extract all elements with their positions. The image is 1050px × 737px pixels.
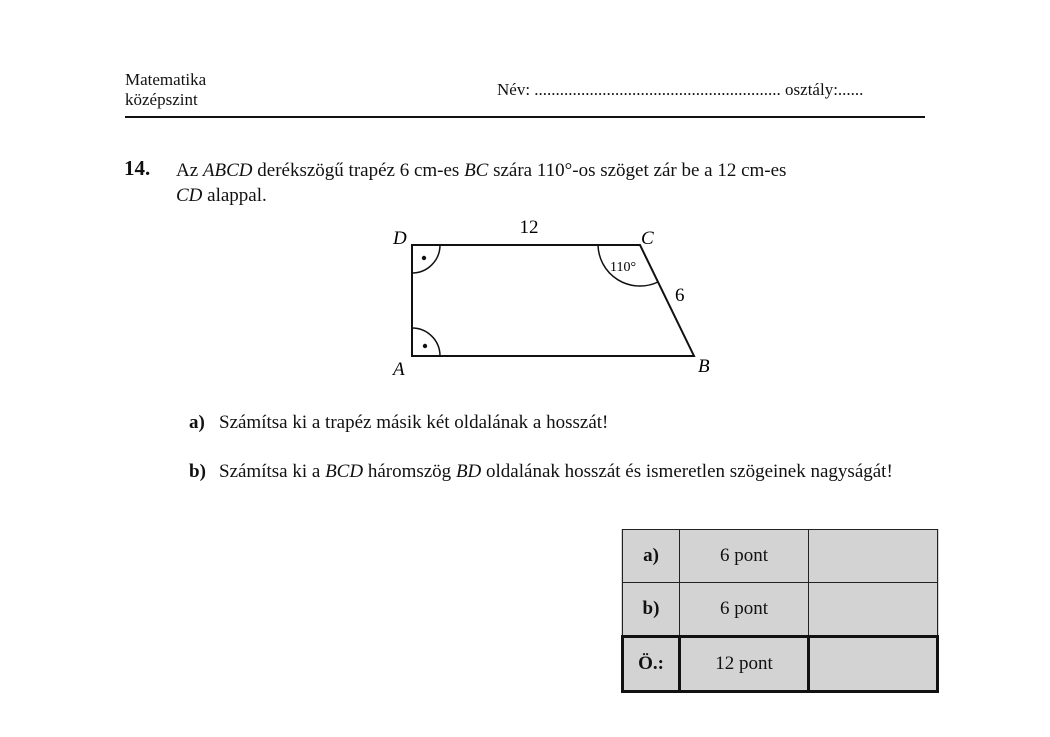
- part-text-segment: oldalának hosszát és ismeretlen szögeinek nagyságát!: [481, 461, 893, 482]
- trapezoid-outline: [412, 245, 694, 356]
- name-class-field: Név: .......................................................... osztály:......: [497, 80, 864, 99]
- part-text: [219, 459, 909, 484]
- right-angle-dot-d: [422, 256, 426, 260]
- question-text: [176, 158, 896, 208]
- score-row: [623, 530, 938, 583]
- page-header: [125, 70, 925, 118]
- trapezoid-figure: [380, 210, 730, 380]
- score-row-earned[interactable]: [809, 583, 938, 637]
- angle-label-c: 110°: [610, 260, 637, 275]
- question-text-part: alappal.: [202, 185, 267, 206]
- subject-label: [125, 70, 206, 110]
- score-row-points: 6 pont: [680, 583, 809, 637]
- question-text-part: szára 110°-os szöget zár be a 12 cm-es: [488, 160, 787, 181]
- score-table: [621, 529, 939, 693]
- part-text: Számítsa ki a trapéz másik két oldalának a hosszát!: [219, 412, 609, 433]
- part-text-segment: Számítsa ki a: [219, 461, 326, 482]
- score-total-label: Ö.:: [623, 637, 680, 692]
- score-row-label: a): [623, 530, 680, 583]
- part-text-segment: háromszög: [363, 461, 456, 482]
- question-text-part: BC: [464, 160, 489, 181]
- part-a: [189, 410, 609, 435]
- part-label: b): [189, 461, 206, 482]
- question-text-part: ABCD: [202, 160, 253, 181]
- vertex-label-a: A: [393, 359, 405, 380]
- part-text-segment: BCD: [325, 461, 364, 482]
- right-angle-mark-d: [412, 245, 440, 273]
- right-angle-dot-a: [423, 344, 427, 348]
- score-row-points: 6 pont: [680, 530, 809, 583]
- score-row: [623, 583, 938, 637]
- question-text-part: derékszögű trapéz 6 cm-es: [252, 160, 465, 181]
- question-text-part: CD: [176, 185, 203, 206]
- part-label: a): [189, 412, 205, 433]
- side-label-bc: 6: [675, 285, 685, 306]
- score-row-label: b): [623, 583, 680, 637]
- right-angle-mark-a: [412, 328, 440, 356]
- question-text-part: Az: [176, 160, 203, 181]
- question-number: 14.: [124, 156, 151, 180]
- vertex-label-d: D: [393, 228, 407, 249]
- score-total-points: 12 pont: [680, 637, 809, 692]
- vertex-label-c: C: [641, 228, 654, 249]
- subject-name: Matematika: [125, 70, 207, 89]
- side-label-dc: 12: [519, 217, 539, 238]
- subject-level: középszint: [125, 90, 198, 109]
- score-total-row: [623, 637, 938, 692]
- part-b: [189, 459, 893, 484]
- vertex-label-b: B: [698, 356, 710, 377]
- score-total-earned[interactable]: [809, 637, 938, 692]
- part-text-segment: BD: [455, 461, 482, 482]
- score-row-earned[interactable]: [809, 530, 938, 583]
